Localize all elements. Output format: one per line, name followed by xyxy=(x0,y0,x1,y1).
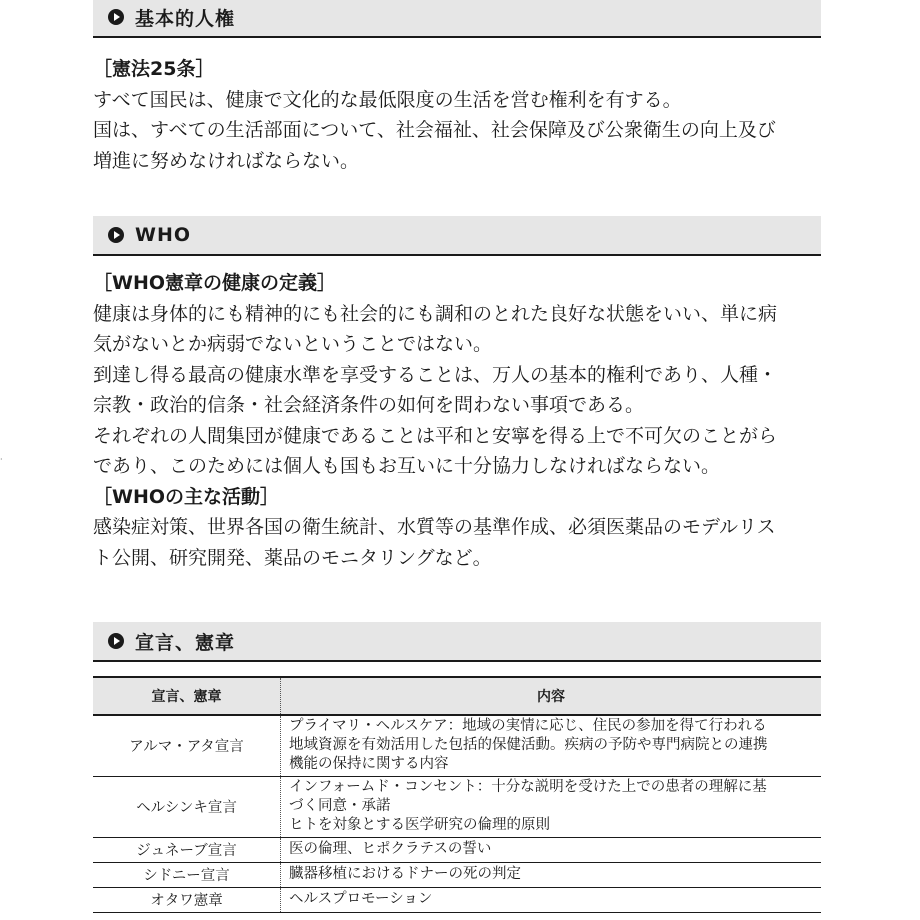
who-block xyxy=(93,268,823,573)
declarations-table xyxy=(93,676,821,913)
table-header-row xyxy=(93,677,821,715)
content-line: ヒトを対象とする医学研究の倫理的原則 xyxy=(289,817,550,833)
subheading: ［WHOの主な活動］ xyxy=(93,485,280,508)
declaration-name: オタワ憲章 xyxy=(93,887,281,912)
margin-mark: · xyxy=(0,455,3,464)
play-circle-icon xyxy=(108,9,124,25)
text-line: それぞれの人間集団が健康であることは平和と安寧を得る上で不可欠のことがら xyxy=(93,424,778,447)
declaration-content xyxy=(281,776,822,837)
content-line: インフォームド・コンセント：十分な説明を受けた上での患者の理解に基 xyxy=(289,779,767,795)
constitution-article-block xyxy=(93,54,823,176)
content-line: ヘルスプロモーション xyxy=(289,891,433,907)
text-line: であり、このためには個人も国もお互いに十分協力しなければならない。 xyxy=(93,455,721,477)
declaration-content xyxy=(281,862,822,887)
table-row xyxy=(93,887,821,912)
content-line: 臓器移植におけるドナーの死の判定 xyxy=(289,866,521,882)
text-line: 増進に努めなければならない。 xyxy=(93,149,360,172)
text-line: 国は、すべての生活部面について、社会福祉、社会保障及び公衆衛生の向上及び xyxy=(93,119,776,141)
declaration-content xyxy=(281,887,822,912)
content-line: 機能の保持に関する内容 xyxy=(289,756,449,773)
declaration-name: シドニー宣言 xyxy=(93,862,281,887)
section-title: 宣言、憲章 xyxy=(135,631,236,654)
table-row xyxy=(93,715,821,776)
column-header-name: 宣言、憲章 xyxy=(93,677,281,715)
content-line: 医の倫理、ヒポクラテスの誓い xyxy=(289,841,492,857)
section-header-who xyxy=(93,216,821,256)
text-line: 感染症対策、世界各国の衛生統計、水質等の基準作成、必須医薬品のモデルリス xyxy=(93,516,776,538)
text-line: 健康は身体的にも精神的にも社会的にも調和のとれた良好な状態をいい、単に病 xyxy=(93,302,778,325)
declaration-name: ヘルシンキ宣言 xyxy=(93,776,281,837)
play-circle-icon xyxy=(108,633,124,649)
content-line: 地域資源を有効活用した包括的保健活動。疾病の予防や専門病院との連携 xyxy=(289,737,768,754)
text-line: 気がないとか病弱でないということではない。 xyxy=(93,333,493,355)
section-header-basic-rights xyxy=(93,0,821,38)
text-line: 到達し得る最高の健康水準を享受することは、万人の基本的権利であり、人種・ xyxy=(93,363,778,386)
column-header-content: 内容 xyxy=(281,677,822,715)
content-line: づく同意・承諾 xyxy=(289,798,391,814)
section-title: WHO xyxy=(135,224,192,246)
text-line: 宗教・政治的信条・社会経済条件の如何を問わない事項である。 xyxy=(93,394,645,416)
subheading: ［憲法25条］ xyxy=(93,58,215,80)
table-row xyxy=(93,862,821,887)
subheading: ［WHO憲章の健康の定義］ xyxy=(93,272,337,294)
section-header-declarations xyxy=(93,622,821,662)
text-line: ト公開、研究開発、薬品のモニタリングなど。 xyxy=(93,546,492,569)
declaration-content xyxy=(281,715,822,776)
declaration-name: アルマ・アタ宣言 xyxy=(93,715,281,776)
table-row xyxy=(93,837,821,862)
text-line: すべて国民は、健康で文化的な最低限度の生活を営む権利を有する。 xyxy=(93,88,682,111)
declaration-content xyxy=(281,837,822,862)
play-circle-icon xyxy=(108,227,124,243)
content-line: プライマリ・ヘルスケア：地域の実情に応じ、住民の参加を得て行われる xyxy=(289,718,767,735)
table-row xyxy=(93,776,821,837)
declaration-name: ジュネーブ宣言 xyxy=(93,837,281,862)
section-title: 基本的人権 xyxy=(135,7,236,30)
